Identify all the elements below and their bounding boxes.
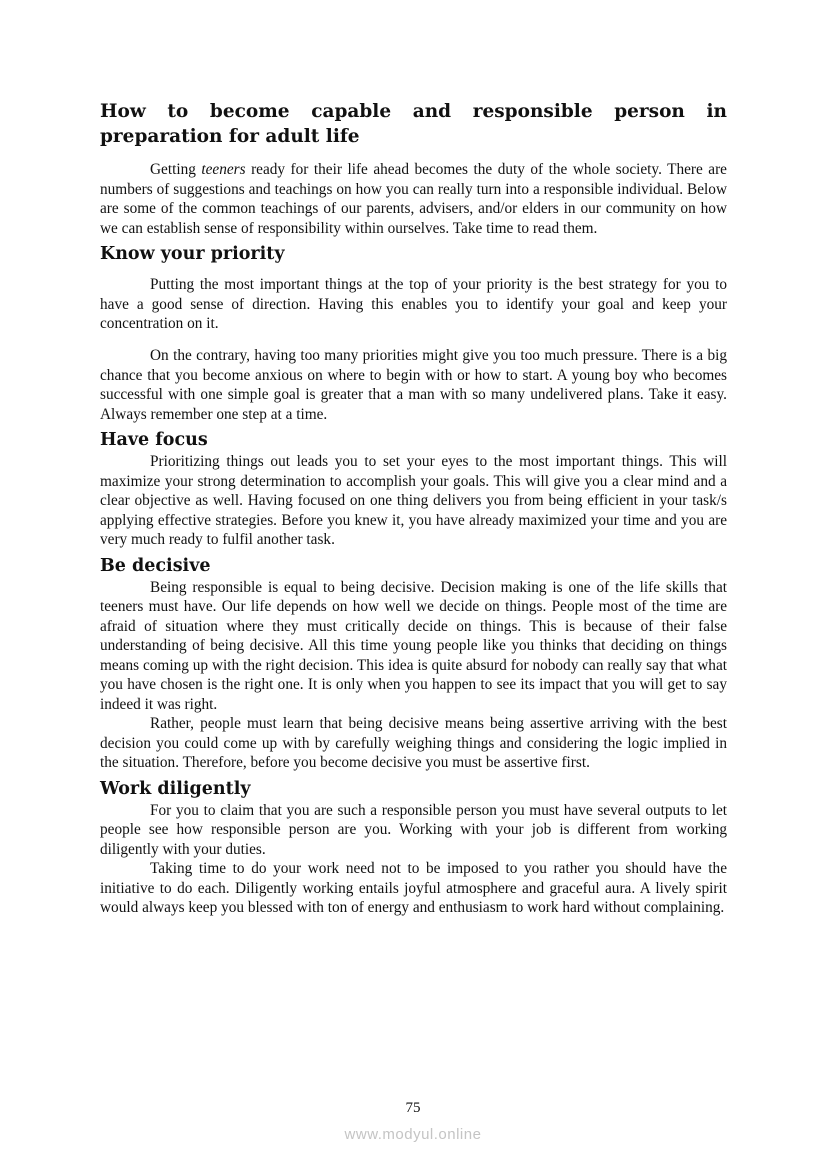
section-heading: Know your priority: [100, 244, 285, 264]
document-body: [100, 99, 727, 918]
intro-text: Getting: [150, 161, 202, 178]
paragraph: Rather, people must learn that being decisive means being assertive arriving with the best decision you could come up with by carefully weighing things and considering the logic implied in the situation. Therefore, before you become decisive you must be assertive first.: [100, 715, 727, 771]
intro-paragraph: [100, 160, 727, 238]
paragraph: On the contrary, having too many priorities might give you too much pressure. There is a big chance that you become anxious on where to begin with or how to start. A young boy who becomes successful with one simple goal is greater that a man with so many undelivered plans. Take it easy. Always remember one step at a time.: [100, 347, 727, 423]
section-heading: Work diligently: [100, 778, 251, 799]
paragraph: Prioritizing things out leads you to set your eyes to the most important things. This will maximize your strong determination to accomplish your goals. This will give you a clear mind and a clear objective as well. Having focused on one thing delivers you from being efficient in your task/s applying effective strategies. Before you knew it, you have already maximized your time and you are very much ready to fulfil another task.: [100, 453, 727, 548]
page-number: 75: [405, 1100, 421, 1116]
watermark: www.modyul.online: [344, 1126, 482, 1143]
paragraph: Being responsible is equal to being decisive. Decision making is one of the life skills that teeners must have. Our life depends on how well we decide on things. People most of the time are afraid of situation where they must critically decide on things. This is because of their false understanding of being decisive. All this time young people like you thinks that deciding on things means coming up with the right decision. This idea is quite absurd for nobody can really say that what you have chosen is the right one. It is only when you happen to see its impact that you will get to say indeed it was right.: [100, 578, 727, 713]
paragraph: Putting the most important things at the top of your priority is the best strategy for you to have a good sense of direction. Having this enables you to identify your goal and keep your concentration on it.: [100, 276, 727, 332]
intro-emphasis: teeners: [201, 161, 246, 178]
paragraph: For you to claim that you are such a responsible person you must have several outputs to let people see how responsible person are you. Working with your job is different from working diligently with your duties.: [100, 801, 727, 858]
page-title: How to become capable and responsible person in preparation for adult life: [100, 101, 727, 147]
paragraph: Taking time to do your work need not to be imposed to you rather you should have the initiative to do each. Diligently working entails joyful atmosphere and graceful aura. A lively spirit would always keep you blessed with ton of energy and enthusiasm to work hard without complaining.: [100, 860, 727, 916]
section-heading: Have focus: [100, 430, 208, 450]
section-heading: Be decisive: [100, 555, 211, 576]
intro-text: ready for their life ahead becomes the duty of the whole society. There are numbers of suggestions and teachings on how you can really turn into a responsible individual. Below are some of the common teachings of our parents, advisers, and/or elders in our community on how we can establish sense of responsibility within ourselves. Take time to read them.: [100, 161, 727, 237]
